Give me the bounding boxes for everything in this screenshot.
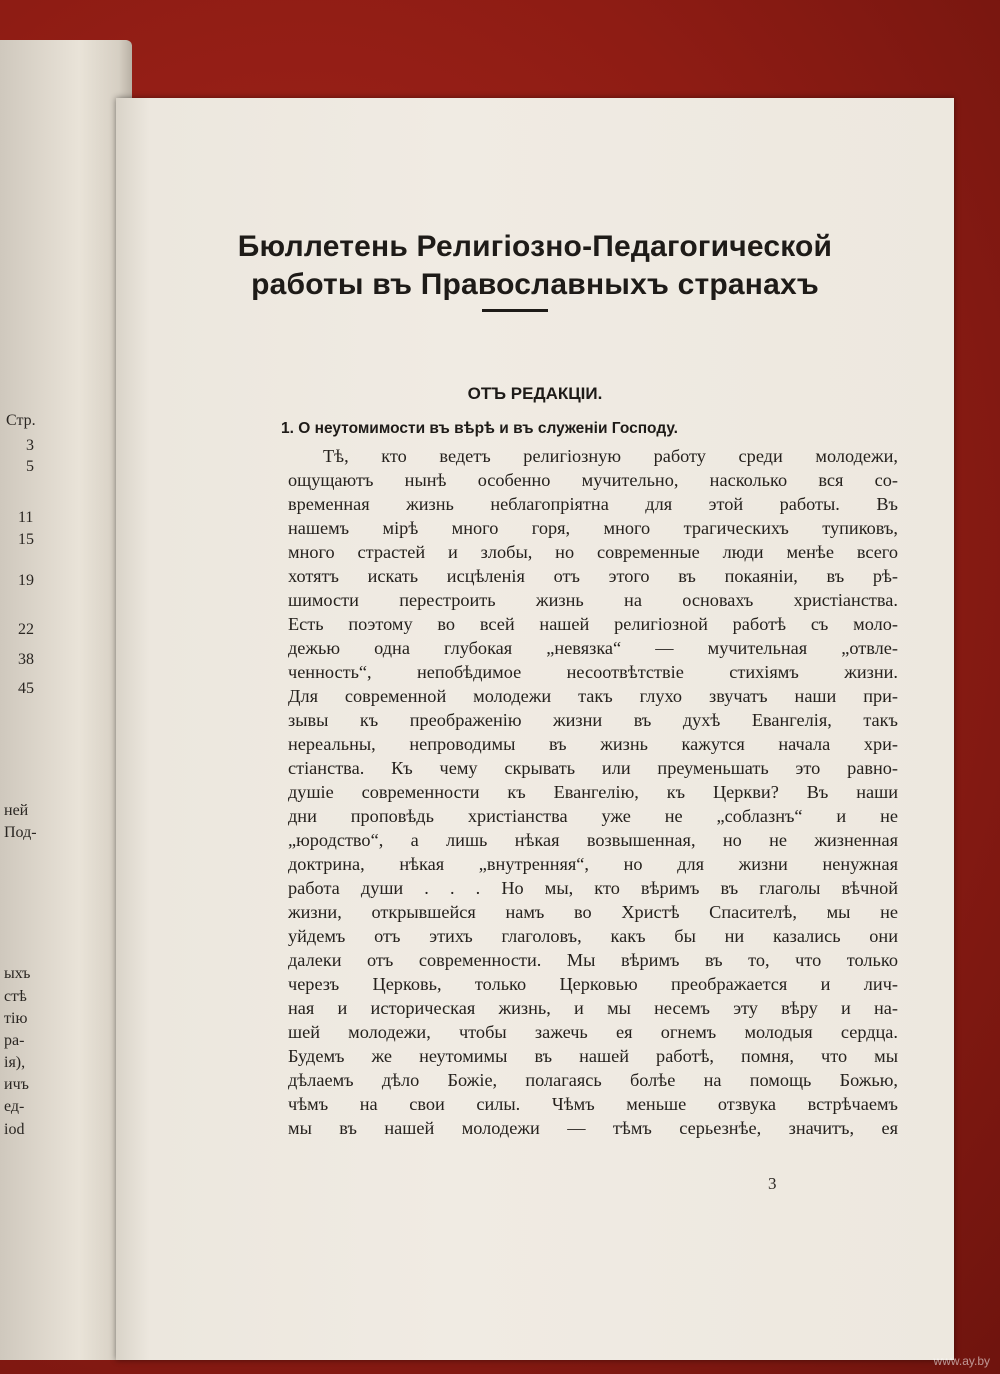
toc-fragment: 19 (18, 572, 34, 589)
toc-fragment: 22 (18, 621, 34, 638)
left-text-fragment: ичъ (4, 1076, 29, 1093)
body-line: стiанства. Къ чему скрывать или преуменьшать это равно- (288, 758, 898, 778)
body-line: душiе современности къ Евангелiю, къ Церкви? Въ наши (288, 782, 898, 802)
subsection-heading: 1. О неутомимости въ вѣрѣ и въ служенiи Господу. (281, 420, 678, 437)
watermark: www.ay.by (933, 1354, 990, 1368)
body-line: шей молодежи, чтобы зажечь ея огнемъ молодыя сердца. (288, 1022, 898, 1042)
left-text-fragment: тiю (4, 1010, 28, 1027)
title-divider (482, 309, 548, 312)
body-line: ощущаютъ нынѣ особенно мучительно, насколько вся со- (288, 470, 898, 490)
left-text-fragment: стѣ (4, 988, 27, 1005)
body-line: хотятъ искать исцѣленiя отъ этого въ покаянiи, въ рѣ- (288, 566, 898, 586)
body-line: зывы къ преображенiю жизни въ духѣ Евангелiя, такъ (288, 710, 898, 730)
toc-fragment: 15 (18, 531, 34, 548)
page-number: 3 (768, 1174, 777, 1193)
left-page (0, 40, 132, 1360)
body-line: дни проповѣдь христiанства уже не „соблазнъ“ и не (288, 806, 898, 826)
body-line: шимости перестроить жизнь на основахъ христiанства. (288, 590, 898, 610)
left-text-fragment: Под- (4, 824, 37, 841)
body-line: временная жизнь неблагопрiятна для этой работы. Въ (288, 494, 898, 514)
document-page (116, 98, 954, 1360)
body-line: чѣмъ на свои силы. Чѣмъ меньше отзвука встрѣчаемъ (288, 1094, 898, 1114)
body-line: работа души . . . Но мы, кто вѣримъ въ глаголы вѣчной (288, 878, 898, 898)
left-text-fragment: iя), (4, 1054, 26, 1071)
body-line: дежью одна глубокая „невязка“ — мучительная „отвле- (288, 638, 898, 658)
body-line: доктрина, нѣкая „внутренняя“, но для жизни ненужная (288, 854, 898, 874)
toc-fragment: 5 (26, 458, 34, 475)
left-text-fragment: ед- (4, 1098, 25, 1115)
section-heading: ОТЪ РЕДАКЦIИ. (467, 384, 603, 403)
left-text-fragment: ней (4, 802, 29, 819)
body-line: Есть поэтому во всей нашей религiозной работѣ съ моло- (288, 614, 898, 634)
body-line: много страстей и злобы, но современные люди менѣе всего (288, 542, 898, 562)
body-line: черезъ Церковь, только Церковью преображается и лич- (288, 974, 898, 994)
body-line: мы въ нашей молодежи — тѣмъ серьезнѣе, значитъ, ея (288, 1118, 898, 1138)
body-line: уйдемъ отъ этихъ глаголовъ, какъ бы ни казались они (288, 926, 898, 946)
toc-fragment: 3 (26, 437, 34, 454)
body-line: далеки отъ современности. Мы вѣримъ въ то, что только (288, 950, 898, 970)
body-line: „юродство“, а лишь нѣкая возвышенная, но не жизненная (288, 830, 898, 850)
toc-fragment: 11 (18, 509, 34, 526)
body-line: ченность“, непобѣдимое несоотвѣтствiе стихiямъ жизни. (288, 662, 898, 682)
left-text-fragment: iod (4, 1121, 25, 1138)
body-line: жизни, открывшейся намъ во Христѣ Спасителѣ, мы не (288, 902, 898, 922)
body-line: Будемъ же неутомимы въ нашей работѣ, помня, что мы (288, 1046, 898, 1066)
toc-fragment: 38 (18, 651, 34, 668)
title-line-2: работы въ Православныхъ странахъ (251, 268, 819, 301)
toc-fragment: 45 (18, 680, 34, 697)
body-line: ная и историческая жизнь, и мы несемъ эту вѣру и на- (288, 998, 898, 1018)
body-line: нереальны, непроводимы въ жизнь кажутся начала хри- (288, 734, 898, 754)
toc-fragment: Стр. (6, 412, 36, 429)
body-line: Тѣ, кто ведетъ религiозную работу среди молодежи, (323, 446, 898, 466)
left-text-fragment: ра- (4, 1032, 25, 1049)
left-text-fragment: ыхъ (4, 965, 31, 982)
title-line-1: Бюллетень Религiозно-Педагогической (237, 230, 833, 263)
body-line: нашемъ мiрѣ много горя, много трагическихъ тупиковъ, (288, 518, 898, 538)
body-line: дѣлаемъ дѣло Божiе, полагаясь болѣе на помощь Божью, (288, 1070, 898, 1090)
body-line: Для современной молодежи такъ глухо звучатъ наши при- (288, 686, 898, 706)
